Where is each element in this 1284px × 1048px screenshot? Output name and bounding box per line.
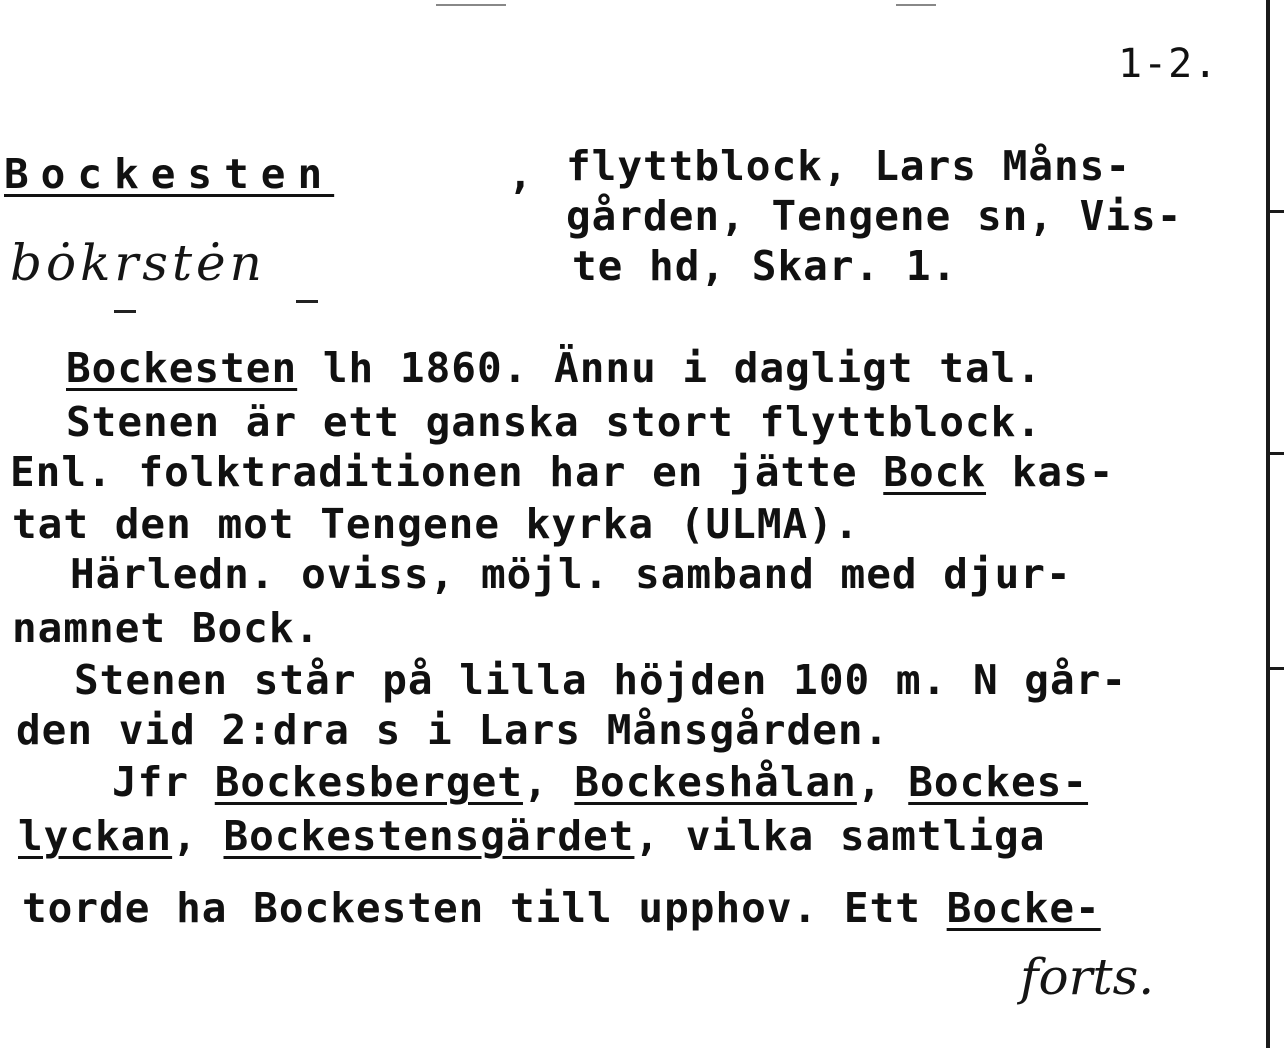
location-line-1: flyttblock, Lars Måns- xyxy=(566,142,1132,190)
text-span: , xyxy=(856,758,909,806)
card-edge-line xyxy=(1266,0,1270,1048)
headword: Bockesten xyxy=(4,150,335,198)
pronunciation-mark xyxy=(114,310,136,313)
handwritten-continued-note: forts. xyxy=(1020,948,1155,1006)
body-line-3 xyxy=(10,448,1114,496)
body-line-7: Stenen står på lilla höjden 100 m. N går- xyxy=(74,656,1128,704)
body-line-4: tat den mot Tengene kyrka (ULMA). xyxy=(12,500,860,548)
cross-reference: Bocke- xyxy=(946,884,1101,932)
cross-reference: Bockesberget xyxy=(214,758,523,806)
edge-tick xyxy=(1266,452,1284,455)
body-line-1 xyxy=(66,344,1042,392)
text-span: torde ha Bockesten till upphov. Ett xyxy=(22,884,947,932)
cross-reference: Bockeshålan xyxy=(574,758,857,806)
text-span: lh 1860. Ännu i dagligt tal. xyxy=(297,344,1043,392)
text-span: , vilka samtliga xyxy=(634,812,1046,860)
text-span: Jfr xyxy=(112,758,215,806)
edge-tick xyxy=(1266,210,1284,213)
body-line-8: den vid 2:dra s i Lars Månsgården. xyxy=(16,706,890,754)
text-span: kas- xyxy=(986,448,1115,496)
body-line-11 xyxy=(22,884,1101,932)
body-line-5: Härledn. oviss, möjl. samband med djur- xyxy=(70,550,1072,598)
headword-comma: , xyxy=(508,150,534,198)
pronunciation-mark xyxy=(296,300,318,303)
scan-speck xyxy=(436,4,506,6)
body-line-2: Stenen är ett ganska stort flyttblock. xyxy=(66,398,1042,446)
text-span: Enl. folktraditionen har en jätte xyxy=(10,448,884,496)
edge-tick xyxy=(1266,667,1284,670)
scan-speck xyxy=(896,4,936,6)
page-number: 1-2. xyxy=(1118,41,1219,87)
cross-reference: Bockesten xyxy=(66,344,298,392)
handwritten-pronunciation: bȯkrstėn xyxy=(10,234,266,292)
cross-reference: lyckan xyxy=(18,812,173,860)
text-span: , xyxy=(522,758,575,806)
cross-reference: Bockestensgärdet xyxy=(223,812,635,860)
location-line-2: gården, Tengene sn, Vis- xyxy=(566,192,1183,240)
body-line-6: namnet Bock. xyxy=(12,604,321,652)
body-line-10 xyxy=(18,812,1045,860)
location-line-3: te hd, Skar. 1. xyxy=(572,242,958,290)
cross-reference: Bock xyxy=(883,448,987,496)
cross-reference: Bockes- xyxy=(908,758,1089,806)
text-span: , xyxy=(172,812,224,860)
body-line-9 xyxy=(112,758,1088,806)
